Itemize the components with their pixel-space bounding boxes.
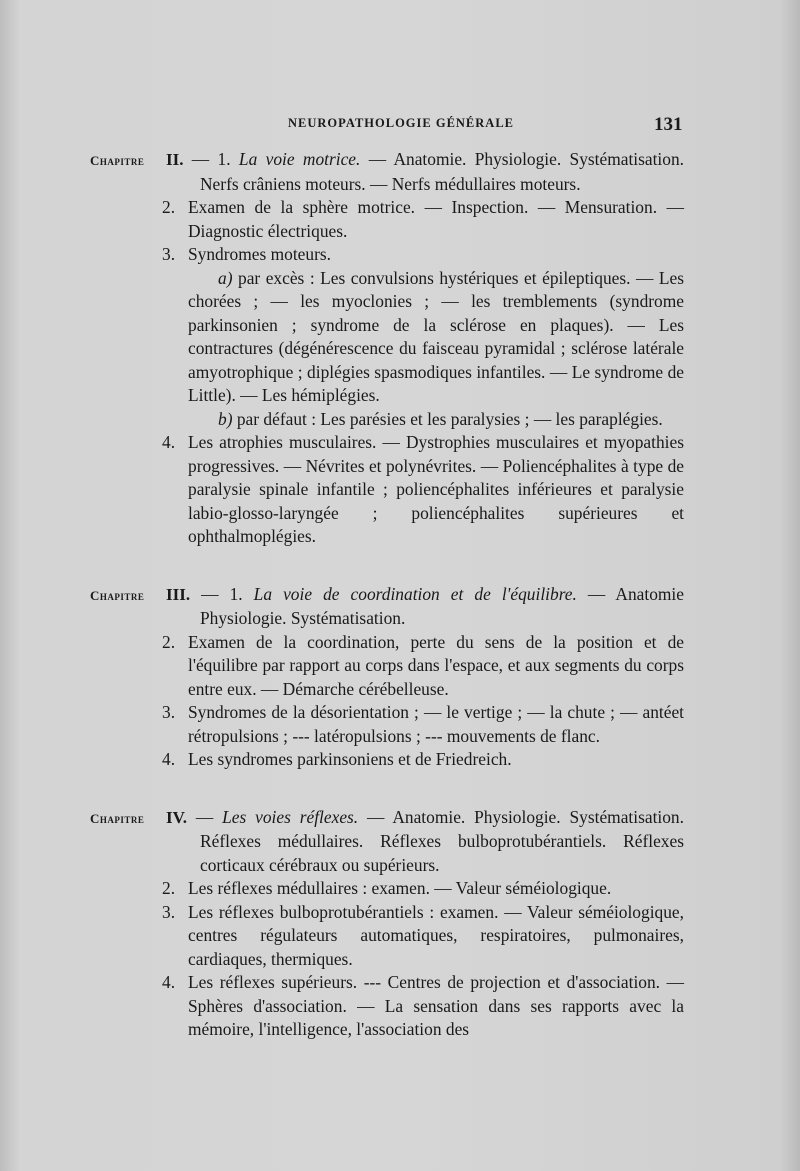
list-item <box>90 971 684 1042</box>
chapter-label: Chapitre <box>90 810 145 826</box>
chapter-lead: — 1. <box>190 583 254 604</box>
page-number: 131 <box>654 114 683 135</box>
item-text: Les atrophies musculaires. — Dystrophies musculaires et myopathies progressives. — Névrites et polynévrites. — Poliencéphalites à type de paralysie spinale infantile ; poliencéphalites inférieures et paralysie labio-glosso-laryngée ; poliencéphalites supérieures et ophthalmoplégies. <box>188 432 684 546</box>
chapter-heading <box>90 583 684 631</box>
sub-letter: b) <box>218 408 233 429</box>
item-number: 4. <box>162 432 176 452</box>
list-item <box>90 701 684 748</box>
chapter-number: III. <box>166 584 191 604</box>
chapter-intro-text: — Anatomie. Physiologie. Systématisation. Réflexes médullaires. Réflexes bulboprotubérantiels. Réflexes corticaux cérébraux ou supérieurs. <box>200 806 684 875</box>
item-text: Examen de la coordination, perte du sens de la position et de l'équilibre par rapport au corps dans l'espace, et aux segments du corps entre eux. — Démarche cérébelleuse. <box>188 631 684 699</box>
chapter-intro-text: — Anatomie Physiologie. Systématisation. <box>200 583 684 628</box>
item-text: Les syndromes parkinsoniens et de Friedreich. <box>188 749 512 769</box>
item-number: 3. <box>162 702 176 722</box>
list-item <box>90 631 684 702</box>
item-number: 3. <box>162 244 176 264</box>
chapter-label: Chapitre <box>90 153 145 168</box>
chapter-number: IV. <box>166 807 187 827</box>
chapter-heading <box>90 806 684 878</box>
chapter-heading <box>90 148 684 196</box>
chapter-title: La voie motrice. <box>238 149 361 169</box>
chapter-4 <box>90 806 684 1042</box>
list-item <box>90 877 684 901</box>
page-body <box>90 148 684 1076</box>
sub-letter: a) <box>218 267 233 288</box>
chapter-lead: — <box>186 806 223 827</box>
item-number: 2. <box>162 197 176 217</box>
item-text: Les réflexes bulboprotubérantiels : examen. — Valeur séméiologique, centres régulateurs automatiques, respiratoires, pulmonaires, cardiaques, thermiques. <box>188 901 684 969</box>
chapter-lead: — 1. <box>183 149 239 169</box>
chapter-label: Chapitre <box>90 587 145 603</box>
item-number: 4. <box>162 749 176 769</box>
sub-text: par excès : Les convulsions hystériques et épileptiques. — Les chorées ; — les myoclonies ; — les tremblements (syndrome parkinsonien ; syndrome de la sclérose en plaques). — Les contractures (dégénérescence du faisceau pyramidal ; sclérose latérale amyotrophique ; diplégies spasmodiques infantiles. — Le syndrome de Little). — Les hémiplégies. <box>188 267 684 405</box>
sub-text: par défaut : Les parésies et les paralysies ; — les paraplégies. <box>232 408 663 429</box>
list-item <box>90 748 684 772</box>
item-number: 2. <box>162 631 176 652</box>
item-number: 3. <box>162 901 176 922</box>
list-item <box>90 196 684 243</box>
sub-item <box>90 408 684 432</box>
item-number: 4. <box>162 972 176 992</box>
page-header <box>0 114 800 138</box>
item-text: Examen de la sphère motrice. — Inspection. — Mensuration. — Diagnostic électriques. <box>188 197 684 241</box>
list-item <box>90 243 684 267</box>
chapter-number: II. <box>166 150 184 169</box>
chapter-intro-text: — Anatomie. Physiologie. Systématisation. Nerfs crâniens moteurs. — Nerfs médullaires moteurs. <box>200 149 684 194</box>
item-text: Syndromes moteurs. <box>188 244 331 264</box>
chapter-3 <box>90 583 684 772</box>
list-item <box>90 431 684 549</box>
chapter-title: Les voies réflexes. <box>222 806 359 827</box>
item-text: Les réflexes médullaires : examen. — Valeur séméiologique. <box>188 878 612 898</box>
list-item <box>90 901 684 972</box>
running-title: NEUROPATHOLOGIE GÉNÉRALE <box>288 116 514 130</box>
sub-item <box>90 267 684 408</box>
chapter-title: La voie de coordination et de l'équilibre. <box>253 583 577 604</box>
item-text: Syndromes de la désorientation ; — le vertige ; — la chute ; — antéet rétropulsions ; --- latéropulsions ; --- mouvements de flanc. <box>188 702 684 746</box>
item-number: 2. <box>162 878 176 898</box>
item-text: Les réflexes supérieurs. --- Centres de projection et d'association. — Sphères d'association. — La sensation dans ses rapports avec la mémoire, l'intelligence, l'association des <box>188 972 684 1039</box>
chapter-2 <box>90 148 684 549</box>
